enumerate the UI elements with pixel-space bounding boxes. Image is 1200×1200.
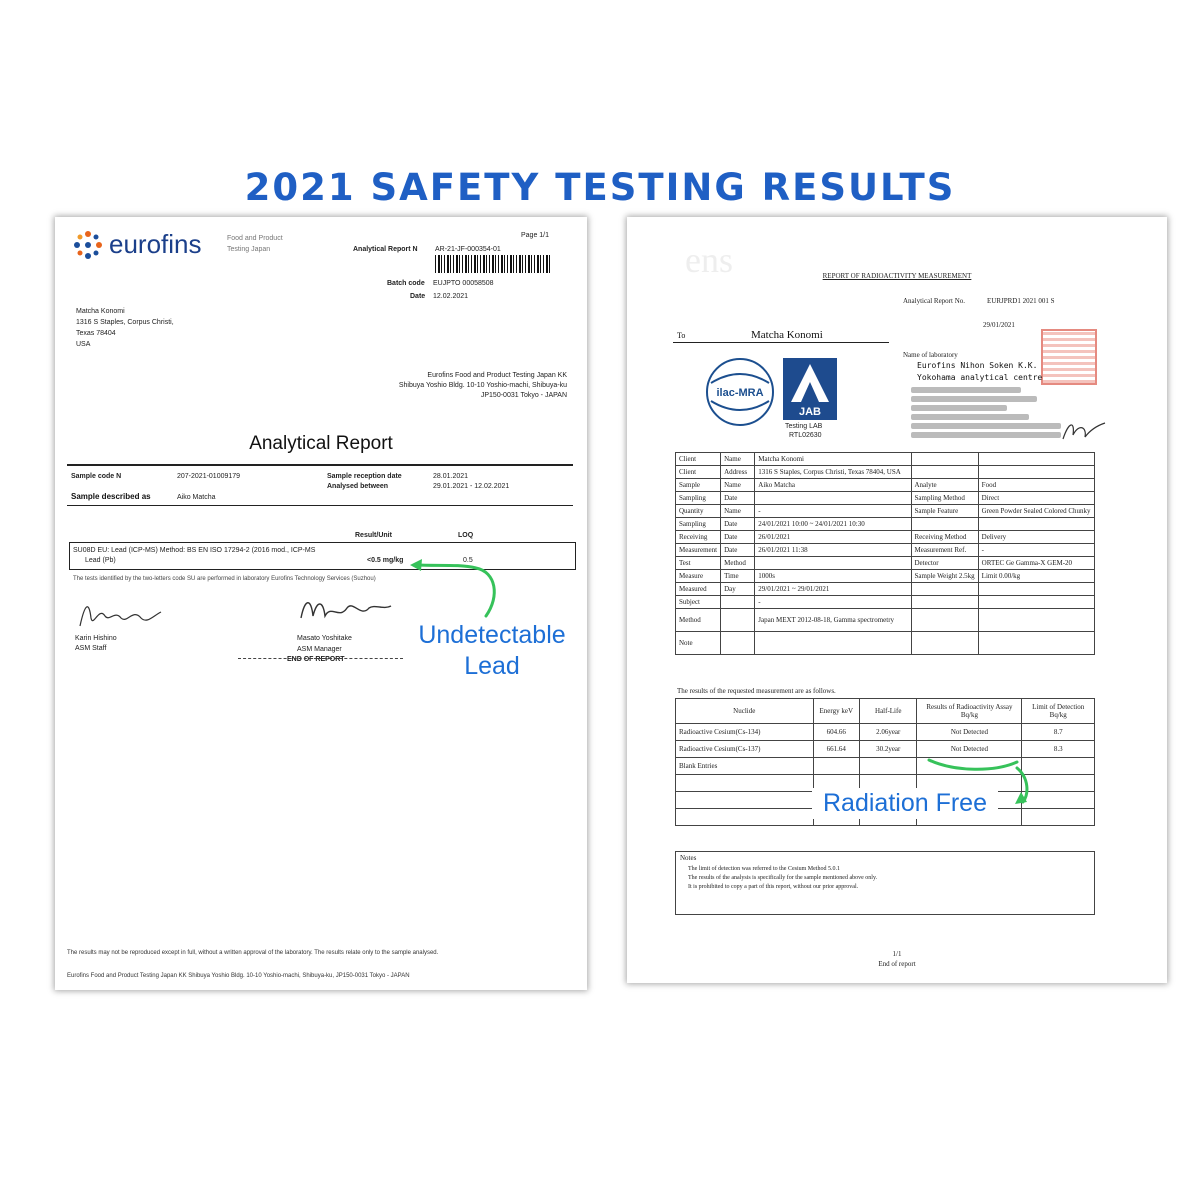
info-cell: ORTEC Ge Gamma-X GEM-20 xyxy=(978,557,1094,570)
info-row xyxy=(676,544,1095,557)
lead-arrow xyxy=(400,552,510,622)
result-cell: Radioactive Cesium(Cs-137) xyxy=(676,741,814,758)
col-half-life: Half-Life xyxy=(860,699,917,724)
info-cell xyxy=(721,596,755,609)
right-signature xyxy=(1059,417,1109,445)
info-cell: - xyxy=(755,596,911,609)
info-cell: Measure xyxy=(676,570,721,583)
to-label: To xyxy=(677,331,686,340)
info-cell xyxy=(978,609,1094,632)
info-row xyxy=(676,609,1095,632)
info-cell xyxy=(978,518,1094,531)
jab-sub-1: Testing LAB xyxy=(785,423,823,430)
info-cell xyxy=(978,466,1094,479)
info-row xyxy=(676,596,1095,609)
col-energy: Energy keV xyxy=(813,699,860,724)
test-method-line: SU08D EU: Lead (ICP-MS) Method: BS EN ISO 17294-2 (2016 mod., ICP-MS xyxy=(73,547,316,554)
info-cell xyxy=(978,596,1094,609)
right-report-page xyxy=(627,217,1167,983)
info-cell xyxy=(911,453,978,466)
info-cell xyxy=(911,466,978,479)
sample-rule xyxy=(67,505,573,506)
radioactivity-report-title: REPORT OF RADIOACTIVITY MEASUREMENT xyxy=(822,272,972,280)
to-recipient: Matcha Konomi xyxy=(751,329,823,341)
info-cell: Receiving xyxy=(676,531,721,544)
jab-logo xyxy=(783,358,837,420)
info-cell xyxy=(978,632,1094,655)
annotation-line-2: Lead xyxy=(464,652,520,680)
report-no: AR-21-JF-000354-01 xyxy=(435,246,501,253)
info-cell: Name xyxy=(721,505,755,518)
info-cell: Japan MEXT 2012-08-18, Gamma spectrometry xyxy=(755,609,911,632)
info-cell: Sampling xyxy=(676,518,721,531)
info-cell: Client xyxy=(676,453,721,466)
page-number: Page 1/1 xyxy=(521,232,550,239)
info-cell: Matcha Konomi xyxy=(755,453,911,466)
result-cell: 661.64 xyxy=(813,741,860,758)
result-cell: Not Detected xyxy=(917,724,1022,741)
lab-address-block xyxy=(911,387,1047,438)
sample-described: Aiko Matcha xyxy=(177,494,216,501)
info-cell: 1000s xyxy=(755,570,911,583)
batch-label: Batch code xyxy=(387,280,425,287)
result-unit-header: Result/Unit xyxy=(355,532,392,539)
page-no: 1/1 xyxy=(892,950,902,958)
info-cell xyxy=(721,632,755,655)
signer-2-role: ASM Manager xyxy=(297,646,342,653)
info-cell: Address xyxy=(721,466,755,479)
info-cell: Date xyxy=(721,531,755,544)
lead-label: Lead (Pb) xyxy=(85,557,116,564)
info-cell: Date xyxy=(721,518,755,531)
barcode xyxy=(435,255,550,273)
info-cell: Food xyxy=(978,479,1094,492)
lab-name-label: Name of laboratory xyxy=(903,351,958,359)
result-cell: Not Detected xyxy=(917,741,1022,758)
ilac-mra-logo-text: ilac-MRA xyxy=(716,387,764,399)
jab-logo-text: JAB xyxy=(798,406,822,418)
result-row xyxy=(676,724,1095,741)
report-no-label: Analytical Report N xyxy=(353,246,418,253)
info-cell: Sample xyxy=(676,479,721,492)
result-cell xyxy=(1022,809,1095,826)
lab-address-3: JP150-0031 Tokyo - JAPAN xyxy=(480,392,567,399)
info-cell: Limit 0.00/kg xyxy=(978,570,1094,583)
info-cell: Aiko Matcha xyxy=(755,479,911,492)
sample-code: 207-2021-01009179 xyxy=(177,473,241,480)
result-cell: 30.2year xyxy=(860,741,917,758)
info-cell xyxy=(911,596,978,609)
info-row xyxy=(676,505,1095,518)
info-cell: Sampling xyxy=(676,492,721,505)
info-cell: Quantity xyxy=(676,505,721,518)
footer-disclaimer: The results may not be reproduced except in full, without a written approval of the laboratory. The results relate only to the sample analysed. xyxy=(67,950,439,956)
sample-described-label: Sample described as xyxy=(71,492,151,501)
jab-logo-icon xyxy=(783,358,837,420)
info-cell: Measured xyxy=(676,583,721,596)
eurofins-logo-icon xyxy=(73,230,103,260)
lead-loq: 0.5 xyxy=(463,557,473,564)
jab-sub-2: RTL02630 xyxy=(789,432,822,439)
info-cell: Method xyxy=(676,609,721,632)
info-cell: - xyxy=(978,544,1094,557)
result-cell xyxy=(813,758,860,775)
report-date: 29/01/2021 xyxy=(983,321,1015,329)
radiation-free-annotation: Radiation Free xyxy=(812,788,998,819)
client-line-4: USA xyxy=(76,341,91,348)
info-cell: Measurement xyxy=(676,544,721,557)
col-results: Results of Radioactivity Assay Bq/kg xyxy=(917,699,1022,724)
eurofins-wordmark: eurofins xyxy=(109,229,202,259)
result-cell xyxy=(676,809,814,826)
client-line-3: Texas 78404 xyxy=(76,330,116,337)
notes-label: Notes xyxy=(680,854,697,862)
info-cell xyxy=(911,609,978,632)
info-cell: Green Powder Sealed Colored Chunky xyxy=(978,505,1094,518)
info-cell xyxy=(755,492,911,505)
info-cell xyxy=(911,632,978,655)
client-line-1: Matcha Konomi xyxy=(76,308,125,315)
watermark: ens xyxy=(685,240,733,280)
footer-address: Eurofins Food and Product Testing Japan KK Shibuya Yoshio Bldg. 10-10 Yoshio-machi, Shibuya-ku, JP150-0031 Tokyo - JAPAN xyxy=(67,973,410,979)
info-cell xyxy=(911,518,978,531)
signer-2-name: Masato Yoshitake xyxy=(297,635,352,642)
result-cell xyxy=(676,775,814,792)
date-label: Date xyxy=(410,293,426,300)
info-cell: Subject xyxy=(676,596,721,609)
info-cell: Method xyxy=(721,557,755,570)
result-cell: Blank Entries xyxy=(676,758,814,775)
info-cell xyxy=(755,557,911,570)
report-title: Analytical Report xyxy=(249,433,393,454)
lab-name-2: Yokohama analytical centre xyxy=(917,373,1043,382)
signature-1 xyxy=(75,598,165,632)
sample-code-label: Sample code N xyxy=(71,473,122,480)
info-row xyxy=(676,492,1095,505)
info-cell: Date xyxy=(721,544,755,557)
info-cell: 1316 S Staples, Corpus Christi, Texas 78404, USA xyxy=(755,466,911,479)
info-cell: Measurement Ref. xyxy=(911,544,978,557)
sample-info-table xyxy=(675,452,1095,655)
info-row xyxy=(676,453,1095,466)
info-cell: Delivery xyxy=(978,531,1094,544)
notes-box xyxy=(675,851,1095,915)
info-cell: Test xyxy=(676,557,721,570)
info-row xyxy=(676,531,1095,544)
info-row xyxy=(676,557,1095,570)
official-seal xyxy=(1041,329,1097,385)
sample-reception-label: Sample reception date xyxy=(327,473,402,480)
analytical-report-no: EURJPRD1 2021 001 S xyxy=(987,297,1055,305)
info-cell: Analyte xyxy=(911,479,978,492)
result-cell xyxy=(676,792,814,809)
result-cell: 604.66 xyxy=(813,724,860,741)
result-cell: Radioactive Cesium(Cs-134) xyxy=(676,724,814,741)
lead-value: <0.5 mg/kg xyxy=(367,557,404,564)
batch-code: EUJPTO 00058508 xyxy=(433,280,494,287)
info-cell xyxy=(978,453,1094,466)
to-rule xyxy=(673,342,889,343)
info-cell xyxy=(911,583,978,596)
client-line-2: 1316 S Staples, Corpus Christi, xyxy=(76,319,174,326)
lab-name-1: Eurofins Nihon Soken K.K. xyxy=(917,361,1038,370)
lab-address-1: Eurofins Food and Product Testing Japan KK xyxy=(427,372,567,379)
annotation-line-1: Undetectable xyxy=(418,621,566,649)
logo-subtitle-2: Testing Japan xyxy=(227,246,271,253)
result-cell: 2.06year xyxy=(860,724,917,741)
end-of-report-rule xyxy=(238,658,403,661)
info-cell: Sample Weight 2.5kg xyxy=(911,570,978,583)
info-cell: Date xyxy=(721,492,755,505)
info-cell: 26/01/2021 11:38 xyxy=(755,544,911,557)
info-cell: Detector xyxy=(911,557,978,570)
info-cell: Client xyxy=(676,466,721,479)
test-note: The tests identified by the two-letters code SU are performed in laboratory Eurofins Technology Services (Suzhou) xyxy=(73,576,376,582)
eurofins-logo xyxy=(73,230,103,260)
sample-reception: 28.01.2021 xyxy=(433,473,469,480)
results-intro: The results of the requested measurement are as follows. xyxy=(677,687,836,695)
info-cell: Receiving Method xyxy=(911,531,978,544)
result-cell: 8.3 xyxy=(1022,741,1095,758)
info-cell: Direct xyxy=(978,492,1094,505)
analytical-report-no-label: Analytical Report No. xyxy=(903,297,966,305)
info-row xyxy=(676,518,1095,531)
info-cell: 29/01/2021 ~ 29/01/2021 xyxy=(755,583,911,596)
info-cell xyxy=(978,583,1094,596)
note-2: The results of the analysis is specifically for the sample mentioned above only. xyxy=(688,875,878,881)
signer-1-name: Karin Hishino xyxy=(75,635,117,642)
info-cell: Name xyxy=(721,479,755,492)
info-cell: Time xyxy=(721,570,755,583)
report-date: 12.02.2021 xyxy=(433,293,469,300)
info-cell xyxy=(755,632,911,655)
info-row xyxy=(676,479,1095,492)
headline: 2021 SAFETY TESTING RESULTS xyxy=(244,166,956,209)
analysed-between-label: Analysed between xyxy=(327,483,389,490)
result-cell xyxy=(860,758,917,775)
end-of-report: END OF REPORT xyxy=(287,656,345,663)
info-cell: - xyxy=(755,505,911,518)
info-cell: Sampling Method xyxy=(911,492,978,505)
info-row xyxy=(676,570,1095,583)
info-row xyxy=(676,466,1095,479)
ilac-mra-logo xyxy=(705,357,775,427)
info-cell: 26/01/2021 xyxy=(755,531,911,544)
result-cell: 8.7 xyxy=(1022,724,1095,741)
info-cell: Name xyxy=(721,453,755,466)
logo-subtitle-1: Food and Product xyxy=(227,235,283,242)
note-1: The limit of detection was referred to the Cesium Method 5.0.1 xyxy=(688,866,840,872)
signer-1-role: ASM Staff xyxy=(75,645,107,652)
info-cell xyxy=(721,609,755,632)
info-row xyxy=(676,583,1095,596)
end-of-report: End of report xyxy=(878,960,916,968)
loq-header: LOQ xyxy=(458,532,474,539)
info-row xyxy=(676,632,1095,655)
title-rule xyxy=(67,464,573,466)
undetectable-lead-annotation xyxy=(404,620,580,682)
info-cell: 24/01/2021 10:00 ~ 24/01/2021 10:30 xyxy=(755,518,911,531)
lab-address-2: Shibuya Yoshio Bldg. 10-10 Yoshio-machi, Shibuya-ku xyxy=(398,382,567,389)
col-nuclide: Nuclide xyxy=(676,699,814,724)
info-cell: Sample Feature xyxy=(911,505,978,518)
info-cell: Note xyxy=(676,632,721,655)
note-3: It is prohibited to copy a part of this report, without our prior approval. xyxy=(688,884,859,890)
col-lod: Limit of Detection Bq/kg xyxy=(1022,699,1095,724)
info-cell: Day xyxy=(721,583,755,596)
analysed-between: 29.01.2021 - 12.02.2021 xyxy=(433,483,510,490)
signature-2 xyxy=(295,594,395,628)
